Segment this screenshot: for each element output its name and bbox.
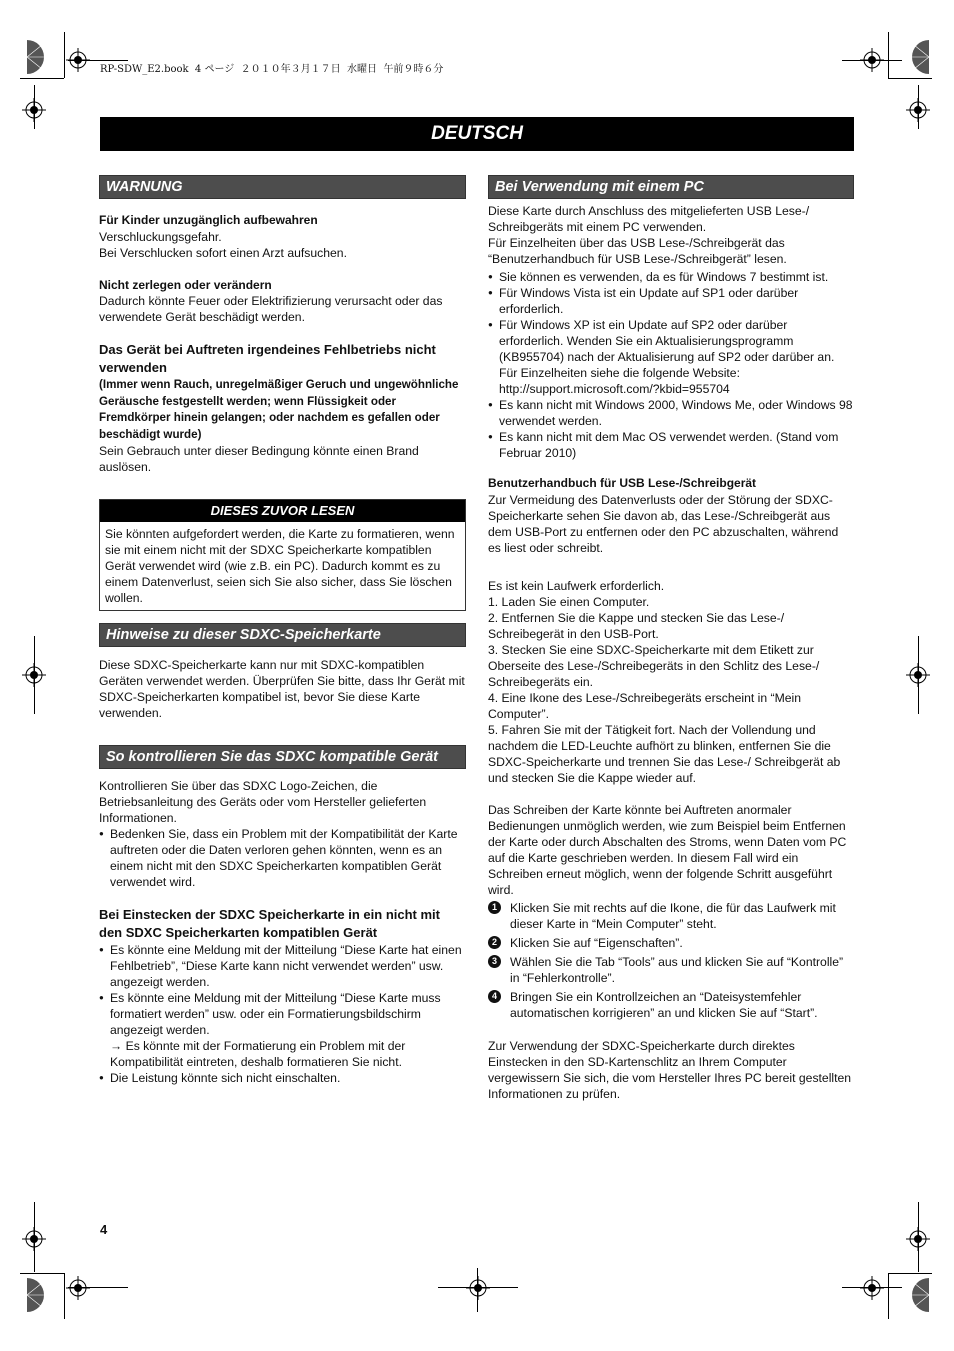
warnung-heading-2: Nicht zerlegen oder verändern xyxy=(99,277,272,292)
repair-step-text: Klicken Sie mit rechts auf die Ikone, die für das Laufwerk mit dieser Karte in “Mein Computer” steht. xyxy=(510,900,836,931)
hinweise-text: Diese SDXC-Speicherkarte kann nur mit SDXC-kompatiblen Geräten verwendet werden. Überprüfen Sie bitte, dass Ihr Gerät mit SDXC-Speicherkarten kompatibel ist, bevor Sie diese Karte verwenden. xyxy=(99,658,465,720)
step-number-icon: 3 xyxy=(488,955,501,968)
pc-heading-2: Benutzerhandbuch für USB Lese-/Schreibgerät xyxy=(488,476,757,490)
repair-step-text: Wählen Sie die Tab “Tools” aus und klicken Sie auf “Kontrolle” in “Fehlerkontrolle”. xyxy=(510,954,844,985)
registration-target-icon xyxy=(906,98,930,122)
section-heading-pc: Bei Verwendung mit einem PC xyxy=(488,175,854,199)
left-column xyxy=(99,175,466,1086)
repair-step-4 xyxy=(488,989,854,1021)
registration-target-icon xyxy=(22,663,46,687)
registration-target-icon xyxy=(66,1276,90,1300)
pc-bullet-4: ● Es kann nicht mit Windows 2000, Windows Me, oder Windows 98 verwendet werden. xyxy=(488,397,854,429)
kontrolle-bullet-2-arrow: → Es könnte mit der Formatierung ein Problem mit der Kompatibilität eintreten, deshalb formatieren Sie nicht. xyxy=(110,1039,406,1069)
color-wheel-icon xyxy=(22,40,44,74)
pc-bullet-5: ● Es kann nicht mit dem Mac OS verwendet werden. (Stand vom Februar 2010) xyxy=(488,429,854,461)
warnung-text-3-bold: (Immer wenn Rauch, unregelmäßiger Geruch und ungewöhnliche Geräusche festgestellt werden; wenn Flüssigkeit oder Fremdkörper hinein gelangen; oder nachdem es gefallen oder beschädigt wurde) xyxy=(99,378,459,441)
pc-step-3: 3. Stecken Sie eine SDXC-Speicherkarte mit dem Etikett zur Oberseite des Lese-/Schreibegeräts in den Schlitz des Lese-/ Schreibegeräts ein. xyxy=(488,642,820,689)
registration-target-icon xyxy=(860,1276,884,1300)
color-wheel-icon xyxy=(912,40,934,74)
pc-text-4: Es ist kein Laufwerk erforderlich. xyxy=(488,578,665,593)
warnung-text-1a: Verschluckungsgefahr. xyxy=(99,229,222,244)
notice-box-heading: DIESES ZUVOR LESEN xyxy=(100,500,465,522)
registration-target-icon xyxy=(906,1227,930,1251)
color-wheel-icon xyxy=(912,1278,934,1312)
registration-target-icon xyxy=(906,663,930,687)
repair-step-3 xyxy=(488,954,854,986)
pc-bullet-1: ● Sie können es verwenden, da es für Windows 7 bestimmt ist. xyxy=(488,269,854,285)
notice-box-text: Sie könnten aufgefordert werden, die Karte zu formatieren, wenn sie mit einem nicht mit der SDXC Speicherkarte kompatiblen Gerät verwendet wird (wie z.B. ein PC). Dadurch kommt es zu einem Datenverlust, seien sich Sie also sicher, dass Sie löschen wollen. xyxy=(105,527,455,605)
page-number: 4 xyxy=(100,1222,108,1237)
color-wheel-icon xyxy=(22,1278,44,1312)
pc-step-1: 1. Laden Sie einen Computer. xyxy=(488,594,650,609)
section-heading-kontrolle: So kontrollieren Sie das SDXC kompatible Gerät xyxy=(99,745,466,769)
section-heading-warnung: WARNUNG xyxy=(99,175,466,199)
pc-step-4: 4. Eine Ikone des Lese-/Schreibegeräts erscheint in “Mein Computer”. xyxy=(488,690,801,721)
repair-step-2 xyxy=(488,935,854,951)
pc-text-2: Für Einzelheiten über das USB Lese-/Schreibgerät das “Benutzerhandbuch für USB Lese-/Schreibgerät” lesen. xyxy=(488,236,787,266)
pc-bullet-3: ● Für Windows XP ist ein Update auf SP2 oder darüber erforderlich. Wenden Sie ein Aktualisierungsprogramm (KB955704) nach der Aktualisierung auf SP2 oder darüber an. Für Einzelheiten siehe die folgende Website: http://support.microsoft.com/?kbid=955704 xyxy=(488,317,854,397)
kontrolle-bullet: ● Bedenken Sie, dass ein Problem mit der Kompatibilität der Karte auftreten oder die Daten verloren gehen könnten, wenn es an einem nicht mit den SDXC Speicherkarten kompatiblen Gerät verwendet wird. xyxy=(99,826,466,890)
registration-target-icon xyxy=(860,48,884,72)
pc-text-3: Zur Vermeidung des Datenverlusts oder der Störung der SDXC-Speicherkarte sehen Sie davon ab, das Lese-/Schreibgerät aus dem USB-Port zu entfernen oder den PC abzuschalten, während es liest oder schreibt. xyxy=(488,492,839,555)
registration-target-icon xyxy=(22,1227,46,1251)
repair-step-1 xyxy=(488,900,854,932)
page-title: DEUTSCH xyxy=(431,123,523,144)
step-number-icon: 2 xyxy=(488,936,501,949)
registration-target-icon xyxy=(466,1276,490,1300)
pc-step-5: 5. Fahren Sie mit der Tätigkeit fort. Nach der Vollendung und nachdem die LED-Leuchte aufhört zu blinken, entfernen Sie die SDXC-Speicherkarte und trennen Sie das Lese-/ Schreibgerät ab und stecken Sie die Kappe wieder auf. xyxy=(488,722,841,785)
warnung-heading-1: Für Kinder unzugänglich aufbewahren xyxy=(99,213,318,227)
pc-text-5: Das Schreiben der Karte könnte bei Auftreten anormaler Bedienungen unmöglich werden, wie zum Beispiel beim Entfernen der Karte oder durch Abschalten des Stroms, wenn Daten vom PC auf die Karte geschrieben werden. In diesem Fall wird ein Schreiben erneut möglich, wenn der folgende Schritt ausgeführt wird. xyxy=(488,802,847,897)
notice-box xyxy=(99,499,466,611)
kontrolle-bullet-3: ● Die Leistung könnte sich nicht einschalten. xyxy=(99,1070,466,1086)
kontrolle-heading: Bei Einstecken der SDXC Speicherkarte in ein nicht mit den SDXC Speicherkarten kompatiblen Gerät xyxy=(99,907,440,940)
repair-step-text: Klicken Sie auf “Eigenschaften”. xyxy=(510,935,683,950)
warnung-heading-3: Das Gerät bei Auftreten irgendeines Fehlbetriebs nicht verwenden xyxy=(99,342,436,375)
right-column xyxy=(488,175,854,1102)
step-number-icon: 4 xyxy=(488,990,501,1003)
step-number-icon: 1 xyxy=(488,901,501,914)
repair-step-text: Bringen Sie ein Kontrollzeichen an “Dateisystemfehler automatischen korrigieren” an und klicken Sie auf “Start”. xyxy=(510,989,818,1020)
print-header-line: RP-SDW_E2.book 4 ページ ２０１０年３月１７日 水曜日 午前９時６分 xyxy=(100,64,444,75)
pc-text-1: Diese Karte durch Anschluss des mitgelieferten USB Lese-/ Schreibgeräts mit einem PC verwenden. xyxy=(488,204,810,234)
warnung-text-2: Dadurch könnte Feuer oder Elektrifizierung verursacht oder das verwendete Gerät beschädigt werden. xyxy=(99,294,443,324)
kontrolle-bullet-2: ● Es könnte eine Meldung mit der Mitteilung “Diese Karte muss formatiert werden” usw. oder ein Formatierungsbildschirm angezeigt werden. xyxy=(99,990,466,1038)
page-title-bar xyxy=(100,117,854,151)
pc-step-2: 2. Entfernen Sie die Kappe und stecken Sie das Lese-/ Schreibegerät in den USB-Port. xyxy=(488,610,785,641)
warnung-text-3: Sein Gebrauch unter dieser Bedingung könnte einen Brand auslösen. xyxy=(99,444,419,474)
kontrolle-bullet-1: ● Es könnte eine Meldung mit der Mitteilung “Diese Karte hat einen Fehlbetrieb”, “Diese Karte kann nicht verwendet werden” usw. angezeigt werden. xyxy=(99,942,466,990)
pc-bullet-2: ● Für Windows Vista ist ein Update auf SP1 oder darüber erforderlich. xyxy=(488,285,854,317)
pc-text-6: Zur Verwendung der SDXC-Speicherkarte durch direktes Einstecken in den SD-Kartenschlitz an Ihrem Computer vergewissern Sie sich, die vom Hersteller Ihres PC bereit gestellten Informationen zu prüfen. xyxy=(488,1038,852,1101)
warnung-text-1b: Bei Verschlucken sofort einen Arzt aufsuchen. xyxy=(99,245,347,260)
registration-target-icon xyxy=(66,48,90,72)
kontrolle-text: Kontrollieren Sie über das SDXC Logo-Zeichen, die Betriebsanleitung des Geräts oder vom Hersteller gelieferten Informationen. xyxy=(99,779,427,825)
section-heading-hinweise: Hinweise zu dieser SDXC-Speicherkarte xyxy=(99,623,466,647)
registration-target-icon xyxy=(22,98,46,122)
